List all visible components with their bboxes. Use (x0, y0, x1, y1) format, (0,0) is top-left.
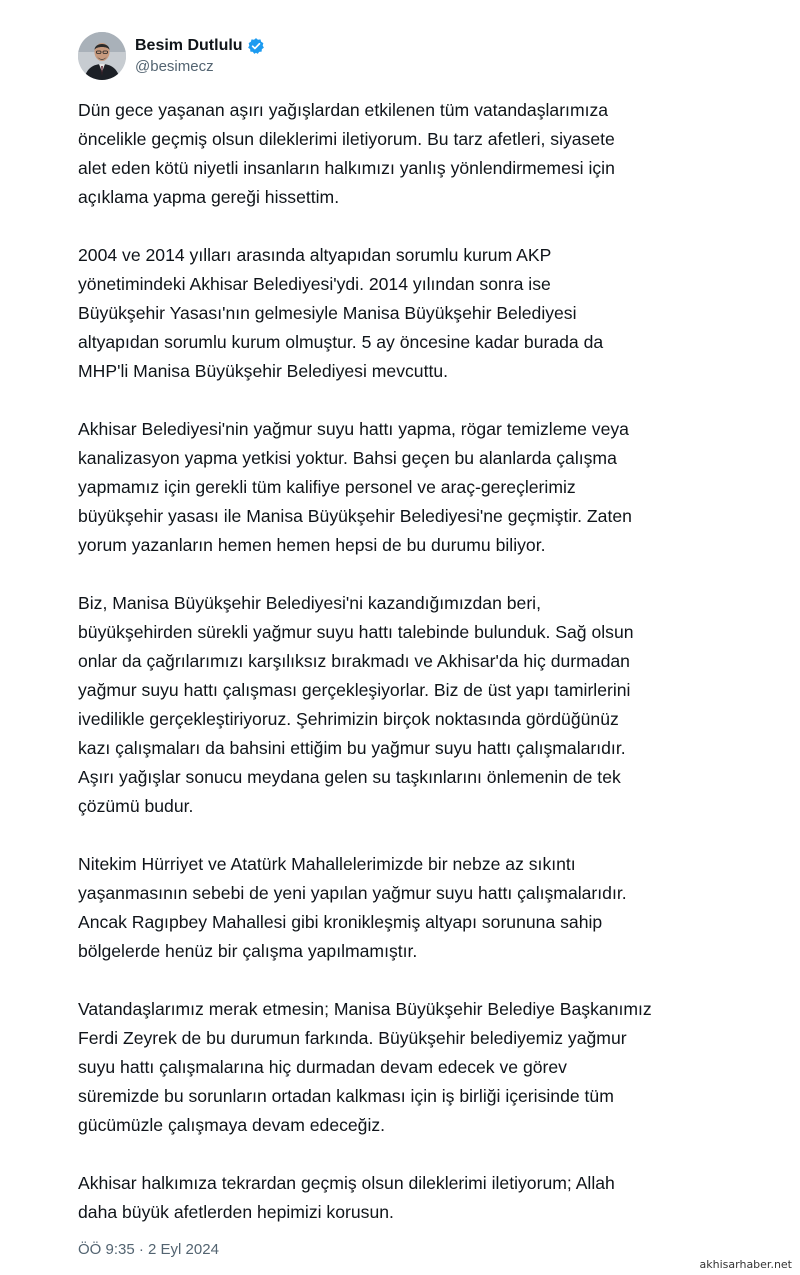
tweet-paragraph: Biz, Manisa Büyükşehir Belediyesi'ni kazandığımızdan beri, büyükşehirden sürekli yağmur suyu hattı talebinde bulunduk. Sağ olsun onlar da çağrılarımızı karşılıksız bırakmadı ve Akhisar'da hiç durmadan yağmur suyu hattı çalışması gerçekleşiyorlar. Biz de üst yapı tamirlerini ivedilikle gerçekleştiriyoruz. Şehrimizin birçok noktasında gördüğünüz kazı çalışmaları da bahsini ettiğim bu yağmur suyu hattı çalışmalarıdır. Aşırı yağışlar sonucu meydana gelen su taşkınlarını önlemenin de tek çözümü budur. (78, 593, 634, 816)
tweet-timestamp[interactable]: ÖÖ 9:35 · 2 Eyl 2024 (78, 1241, 219, 1258)
tweet-paragraph: Dün gece yaşanan aşırı yağışlardan etkilenen tüm vatandaşlarımıza öncelikle geçmiş olsun dileklerimi iletiyorum. Bu tarz afetleri, siyasete alet eden kötü niyetli insanların halkımızı yanlış yönlendirmemesi için açıklama yapma gereği hissettim. (78, 100, 615, 207)
name-row (135, 35, 265, 57)
tweet-paragraph: Akhisar Belediyesi'nin yağmur suyu hattı yapma, rögar temizleme veya kanalizasyon yapma yetkisi yoktur. Bahsi geçen bu alanlarda çalışma yapmamız için gerekli tüm kalifiye personel ve araç-gereçlerimiz büyükşehir yasası ile Manisa Büyükşehir Belediyesi'ne geçmiştir. Zaten yorum yazanların hemen hemen hepsi de bu durumu biliyor. (78, 419, 632, 555)
verified-badge-icon (247, 37, 265, 55)
tweet-text (78, 96, 778, 1227)
watermark: akhisarhaber.net (692, 1255, 800, 1275)
profile-photo-icon (78, 32, 126, 80)
author-identity (135, 35, 265, 77)
tweet-paragraph: Nitekim Hürriyet ve Atatürk Mahallelerimizde bir nebze az sıkıntı yaşanmasının sebebi de yeni yapılan yağmur suyu hattı çalışmalarıdır. Ancak Ragıpbey Mahallesi gibi kronikleşmiş altyapı sorununa sahip bölgelerde henüz bir çalışma yapılmamıştır. (78, 854, 627, 961)
tweet-header (78, 30, 778, 82)
avatar[interactable] (78, 32, 126, 80)
tweet (78, 30, 778, 1258)
tweet-paragraph: 2004 ve 2014 yılları arasında altyapıdan sorumlu kurum AKP yönetimindeki Akhisar Belediyesi'ydi. 2014 yılından sonra ise Büyükşehir Yasası'nın gelmesiyle Manisa Büyükşehir Belediyesi altyapıdan sorumlu kurum olmuştur. 5 ay öncesine kadar burada da MHP'li Manisa Büyükşehir Belediyesi mevcuttu. (78, 245, 604, 381)
display-name[interactable]: Besim Dutlulu (135, 37, 243, 54)
tweet-paragraph: Akhisar halkımıza tekrardan geçmiş olsun dileklerimi iletiyorum; Allah daha büyük afetlerden hepimizi korusun. (78, 1173, 615, 1222)
tweet-paragraph: Vatandaşlarımız merak etmesin; Manisa Büyükşehir Belediye Başkanımız Ferdi Zeyrek de bu durumun farkında. Büyükşehir belediyemiz yağmur suyu hattı çalışmalarına hiç durmadan devam edecek ve görev süremizde bu sorunların ortadan kalkması için iş birliği içerisinde tüm gücümüzle çalışmaya devam edeceğiz. (78, 999, 652, 1135)
handle[interactable]: @besimecz (135, 58, 214, 75)
